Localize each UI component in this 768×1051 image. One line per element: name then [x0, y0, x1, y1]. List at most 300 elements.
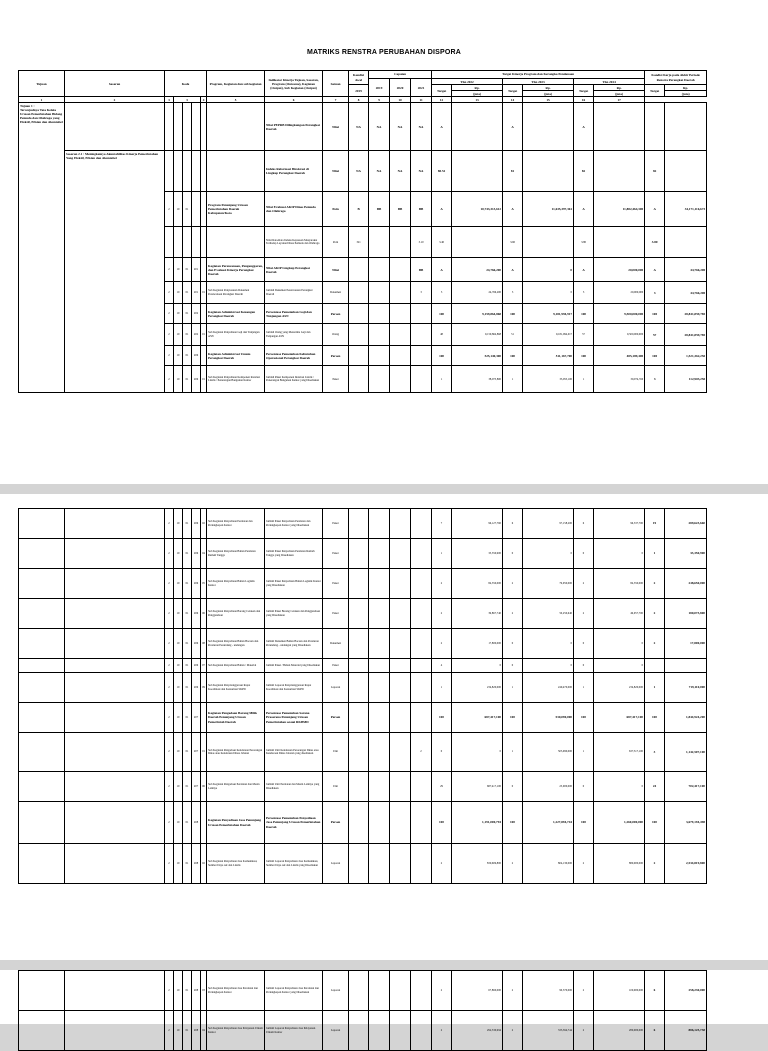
capaian-2020-cell [390, 599, 411, 629]
sasaran-cell [65, 673, 165, 703]
capaian-2019-cell [369, 324, 390, 346]
target-2023-cell: A [503, 103, 523, 151]
kode-cell: 01 [183, 673, 192, 703]
satuan-cell: Poin [323, 227, 349, 258]
target-2024-cell: 1 [574, 673, 594, 703]
kode-cell: 2 [165, 971, 174, 1011]
tujuan-cell [19, 599, 65, 629]
satuan-cell: Poin [323, 192, 349, 227]
rp-2022-cell: 830,609,800 [452, 844, 503, 884]
capaian-2021-cell [411, 599, 432, 629]
kode-cell: 206 [192, 366, 201, 393]
rp-2022-cell: 9,159,864,868 [452, 304, 503, 324]
satuan-cell: Persen [323, 802, 349, 844]
kode-cell: 2 [165, 673, 174, 703]
kode-cell: 06 [201, 599, 207, 629]
rp-2023-cell: 333,394,744 [523, 1011, 574, 1051]
target-akhir-cell [645, 103, 665, 151]
rp-2023-cell: 79,950,000 [523, 569, 574, 599]
kode-cell: 01 [201, 324, 207, 346]
target-2022-cell: 100 [432, 703, 452, 733]
satuan-cell: Unit [323, 733, 349, 772]
target-2023-cell: 100 [503, 802, 523, 844]
satuan-cell: Paket [323, 659, 349, 673]
rp-2022-cell: 17,800,000 [452, 629, 503, 659]
rp-2024-cell [594, 151, 645, 192]
target-2024-cell: A [574, 192, 594, 227]
indikator-cell: Jumlah Laporan Penyelenggaraan Rapat Koordinasi dan Konsultasi SKPD [265, 673, 323, 703]
sasaran-cell [65, 599, 165, 629]
rp-akhir-cell: 702,417,100 [665, 772, 707, 802]
kode-cell: 02 [201, 509, 207, 539]
target-2024-cell: 2 [574, 599, 594, 629]
kondisi-awal-cell: 321 [349, 227, 369, 258]
capaian-2020-cell [390, 346, 411, 366]
sub-kegiatan-cell: Sub Kegiatan Penyelenggaraan Rapat Koordinasi dan Konsultasi SKPD [207, 673, 265, 703]
satuan-cell: Unit [323, 772, 349, 802]
target-2023-cell: 51 [503, 324, 523, 346]
rp-2022-cell: 0 [452, 733, 503, 772]
rp-2023-cell: 249,470,000 [523, 673, 574, 703]
table-row [19, 629, 707, 659]
rp-2024-cell: 100,000,000 [594, 971, 645, 1011]
kode-cell: 01 [183, 539, 192, 569]
target-2023-cell: 2 [503, 844, 523, 884]
kondisi-awal-cell [349, 703, 369, 733]
kode-cell: 19 [174, 629, 183, 659]
rp-2022-cell [452, 227, 503, 258]
sasaran-cell [65, 539, 165, 569]
target-2023-cell: 2 [503, 599, 523, 629]
indikator-cell: Persentase Pemenuhan Kebutuhan Operasional Perangkat Daerah [265, 346, 323, 366]
rp-2023-cell: 97,158,200 [523, 509, 574, 539]
table-row [19, 772, 707, 802]
tujuan-cell [19, 569, 65, 599]
capaian-2019-cell [369, 703, 390, 733]
kondisi-awal-cell [349, 772, 369, 802]
sub-kegiatan-cell [207, 151, 265, 192]
rp-akhir-cell: 2,534,819,800 [665, 844, 707, 884]
table-row [19, 673, 707, 703]
col-satuan: Satuan [323, 71, 349, 97]
kode-cell [174, 103, 183, 151]
rp-2022-cell: 84,350,000 [452, 569, 503, 599]
capaian-2020-cell [390, 324, 411, 346]
col-kode: Kode [165, 71, 207, 97]
kode-cell: 2 [165, 629, 174, 659]
tujuan-cell [19, 1011, 65, 1051]
indikator-cell: Jumlah Paket Barang Cetakan dan Penggandaan yang Disediakan [265, 599, 323, 629]
target-akhir-cell: 100 [645, 802, 665, 844]
kondisi-awal-cell [349, 258, 369, 282]
kode-cell: 04 [201, 1011, 207, 1051]
kode-cell: 206 [192, 673, 201, 703]
rp-2024-cell: 0 [594, 659, 645, 673]
rp-2023-cell: 0 [523, 629, 574, 659]
rp-akhir-cell [665, 103, 707, 151]
kode-cell: 01 [183, 659, 192, 673]
satuan-cell: Paket [323, 366, 349, 393]
column-number: 16 [574, 97, 594, 103]
capaian-2019-cell [369, 772, 390, 802]
target-akhir-cell: 3 [645, 366, 665, 393]
indikator-cell: Persentase Pemenuhan Gaji dan Tunjangan ASN [265, 304, 323, 324]
col-target-kinerja: Target Kinerja Program dan Kerangka Pendanaan [432, 71, 645, 79]
target-2022-cell: 4 [432, 659, 452, 673]
rp-2022-cell: 1,191,000,794 [452, 802, 503, 844]
capaian-2021-cell: 3 [411, 282, 432, 304]
kode-cell: 206 [192, 509, 201, 539]
indikator-cell: Nilai Evaluasi AKIP Dinas Pemuda dan Olahraga [265, 192, 323, 227]
column-number: 2 [65, 97, 165, 103]
tujuan-cell [19, 844, 65, 884]
kondisi-awal-cell [349, 844, 369, 884]
capaian-2021-cell: BB [411, 192, 432, 227]
tujuan-cell [19, 703, 65, 733]
column-number: 17 [594, 97, 645, 103]
rp-2022-cell: 687,417,100 [452, 772, 503, 802]
rp-2024-cell: 637,517,100 [594, 733, 645, 772]
kode-cell: 01 [183, 569, 192, 599]
kondisi-awal-cell [349, 304, 369, 324]
capaian-2021-cell [411, 703, 432, 733]
table-row [19, 1011, 707, 1051]
kode-cell: 2 [165, 282, 174, 304]
table-row [19, 539, 707, 569]
target-2022-cell: 1 [432, 673, 452, 703]
rp-2024-cell [594, 103, 645, 151]
table-row [19, 844, 707, 884]
kode-cell [192, 151, 201, 192]
kode-cell: 2 [165, 703, 174, 733]
target-2022-cell: 3 [432, 282, 452, 304]
kode-cell: 19 [174, 673, 183, 703]
target-2024-cell: A [574, 258, 594, 282]
kode-cell [183, 227, 192, 258]
sub-kegiatan-cell [207, 227, 265, 258]
tujuan-cell [19, 772, 65, 802]
capaian-2019-cell [369, 971, 390, 1011]
target-2024-cell: 3 [574, 282, 594, 304]
kondisi-awal-cell [349, 539, 369, 569]
sasaran-cell [65, 509, 165, 539]
column-number: 3 [165, 97, 174, 103]
target-2024-cell: 0 [574, 539, 594, 569]
capaian-2020-cell [390, 703, 411, 733]
kode-cell: 09 [201, 673, 207, 703]
rp-akhir-cell: 248,650,000 [665, 569, 707, 599]
col-program: Program, Kegiatan dan sub kegiatan [207, 71, 265, 97]
column-number: 12 [432, 97, 452, 103]
column-number: 14 [503, 97, 523, 103]
target-2024-cell: 0 [574, 629, 594, 659]
rp-2022-cell: 38,973,800 [452, 366, 503, 393]
capaian-2019-cell [369, 599, 390, 629]
capaian-2019-cell [369, 673, 390, 703]
capaian-2020-cell: NA [390, 103, 411, 151]
satuan-cell: Paket [323, 509, 349, 539]
kode-cell: 01 [183, 509, 192, 539]
capaian-2020-cell [390, 673, 411, 703]
kode-cell: 19 [174, 733, 183, 772]
rp-2022-cell: 525,140,300 [452, 346, 503, 366]
tujuan-cell [19, 509, 65, 539]
document-title: MATRIKS RENSTRA PERUBAHAN DISPORA [307, 49, 461, 56]
rp-2022-cell: 33,350,900 [452, 539, 503, 569]
column-number: 3 [174, 97, 201, 103]
kode-cell: 01 [183, 282, 192, 304]
kode-cell: 01 [201, 733, 207, 772]
kondisi-awal-cell [349, 509, 369, 539]
rp-akhir-cell: 258,230,000 [665, 971, 707, 1011]
column-number: 1 [19, 97, 65, 103]
target-2023-cell: 100 [503, 346, 523, 366]
kode-cell: 19 [174, 539, 183, 569]
kode-cell: 01 [183, 772, 192, 802]
rp-2023-cell: 505,090,000 [523, 733, 574, 772]
kondisi-awal-cell [349, 346, 369, 366]
kode-cell: 08 [201, 629, 207, 659]
kondisi-awal-cell [349, 673, 369, 703]
indikator-cell: Jumlah Unit Kendaraan Perorangan Dinas atau Kendaraan Dinas Jabatan yang disediakan [265, 733, 323, 772]
col-capaian: Capaian [369, 71, 432, 79]
kondisi-awal-cell [349, 282, 369, 304]
target-akhir-cell [645, 659, 665, 673]
target-akhir-cell: 3 [645, 733, 665, 772]
program-cell: Kegiatan Pengadaan Barang Milik Daerah Penunjang Urusan Pemerintah Daerah [207, 703, 265, 733]
column-number: 8 [349, 97, 369, 103]
capaian-2020-cell [390, 227, 411, 258]
rp-2023-cell: 0 [523, 258, 574, 282]
capaian-2019-cell [369, 304, 390, 324]
target-akhir-cell: A [645, 258, 665, 282]
capaian-2020-cell [390, 366, 411, 393]
sasaran-cell [65, 802, 165, 844]
kode-cell [165, 151, 174, 192]
target-2022-cell: 80.51 [432, 151, 452, 192]
kode-cell: 2 [165, 346, 174, 366]
capaian-2020-cell [390, 304, 411, 324]
sub-kegiatan-cell: Sub Kegiatan Pengadaan Peralatan dan Mesin Lainnya [207, 772, 265, 802]
rp-2024-cell: 880,000,000 [594, 844, 645, 884]
kode-cell: 19 [174, 599, 183, 629]
indikator-cell: Jumlah Paket Penyediaan Peralatan Rumah Tangga yang Disediakan [265, 539, 323, 569]
satuan-cell: Paket [323, 599, 349, 629]
rp-2023-cell: 511,167,700 [523, 346, 574, 366]
target-2022-cell: A [432, 258, 452, 282]
target-akhir-cell: 2 [645, 599, 665, 629]
capaian-2020-cell: NA [390, 151, 411, 192]
kode-cell: 01 [183, 192, 192, 227]
kode-cell: 207 [192, 772, 201, 802]
sub-kegiatan-cell: Sub Kegiatan Penyediaan Jasa Peralatan dan Perlengkapan Kantor [207, 971, 265, 1011]
table-row [19, 971, 707, 1011]
table-row [19, 659, 707, 673]
indikator-cell: Nilai PEPRB Dilingkungan Perangkat Daerah [265, 103, 323, 151]
capaian-2019-cell: NA [369, 151, 390, 192]
kode-cell: 207 [192, 703, 201, 733]
table-row [19, 151, 707, 192]
capaian-2020-cell [390, 844, 411, 884]
kondisi-awal-cell [349, 629, 369, 659]
target-2022-cell: 2 [432, 844, 452, 884]
rp-2024-cell: 9,500,000,000 [594, 304, 645, 324]
target-2022-cell: 2 [432, 971, 452, 1011]
tujuan-cell [19, 659, 65, 673]
capaian-2021-cell [411, 772, 432, 802]
rp-akhir-cell: 33,350,900 [665, 539, 707, 569]
target-akhir-cell: A [645, 192, 665, 227]
renstra-matrix-table: Tujuan Sasaran Kode Program, Kegiatan dan sub kegiatan Indikator Kinerja Tujuan, Sasaran, Program (Outcome), Kegiatan (Output), Sub Kegiatan (Output) Satuan Kondisi Awal Capaian Target Kinerja Program dan Kerangka Pendanaan Kondisi Kerja pada Akhir Periode Renstra Perangkat Daerah 2019 2020 2021 Thn 2022 Thn 2023 Thn 2024 2019 Target Rp. Target Rp. Target Rp. Target Rp. (juta) (juta) (juta) (juta) 1 2 3 3 4 5 6 7 8 9 10 11 12 13 14 15 16 17 Tujuan 1 : Terwujudnya Tata Kelola Urusan Pemerintahan Bidang Pemuda dan Olahraga yang Efektif, Efisien dan Akuntabel Nilai PEPRB Dilingkungan Perangkat Daerah Nilai NA NA NA NA A A A Sasaran 2.1 : Meningkatnya Akuntabilitas Kinerja Pemerintahan Yang Efektif, Efisien dan Akuntabel Indeks Reformasi Birokrasi di Lingkup Perangkat Daerah Nilai NA NA NA NA 80.51 81 82 82 2 19 01 Program Penunjang Urusan Pemerintahan Daerah Kabupaten/Kota Nilai Evaluasi AKIP Dinas Pemuda dan Olahraga Poin B BB BB BB A 10,743,313,612 A 11,635,397,361 A 11,882,464,300 A 34,171,116,673 Nilai Rata-Rata Indeks Kepuasan Masyarakat Terhadap Layanan Dinas Pemuda dan Olahraga Poin 321 3.10 3.40 3.60 3.80 3.80 2 19 01 201 Kegiatan Perencanaan, Penganggaran, dan Evaluasi Kinerja Perangkat Daerah Nilai AKIP Lingkup Perangkat Daerah Nilai BB A 24,766,200 A 0 A 20,000,000 A 44,766,200 2 19 01 201 01 Sub Kegiatan Penyusunan Dokumen Perencanaan Perangkat Daerah Jumlah Dokumen Perencanaan Perangkat Daerah Dokumen 3 3 24,766,200 3 0 3 20,000,000 3 44,766,200 2 19 01 202 Kegiatan Administrasi Keuangan Perangkat Daerah Persentase Pemenuhan Gaji dan Tunjangan ASN Persen 100 9,159,864,868 100 9,181,994,917 100 9,500,000,000 100 28,841,859,785 2 19 01 202 01 Sub Kegiatan Penyediaan Gaji dan Tunjangan ASN Jumlah Orang yang Menerima Gaji dan Tunjangan ASN Orang 48 9,159,864,868 51 9,181,994,917 57 9,500,000,000 57 28,841,859,785 2 19 01 206 Kegiatan Administrasi Umum Perangkat Daerah Persentase Pemenuhan Kebutuhan Operasional Perangkat Daerah Persen 100 525,140,300 100 511,167,700 100 485,189,400 100 1,521,362,250 2 19 01 206 01 Sub Kegiatan Penyediaan Komponen Instalasi Listrik / Penerangan Bangunan Kantor Jumlah Paket Komponen Instalasi Listrik / Penerangan Bangunan Kantor yang Disediakan Paket 1 38,973,800 1 33,955,100 1 39,974,350 3 112,903,250 [18, 70, 707, 393]
target-2022-cell: A [432, 103, 452, 151]
target-2024-cell: A [574, 103, 594, 151]
sub-kegiatan-cell: Sub Kegiatan Penyediaan Jasa Komunikasi, Sumber Daya Air dan Listrik [207, 844, 265, 884]
kode-cell: 206 [192, 599, 201, 629]
rp-2024-cell: 39,974,350 [594, 366, 645, 393]
capaian-2021-cell: 3.10 [411, 227, 432, 258]
rp-akhir-cell: 28,841,859,785 [665, 304, 707, 324]
kode-cell: 19 [174, 282, 183, 304]
kode-cell: 19 [174, 304, 183, 324]
program-cell: Program Penunjang Urusan Pemerintahan Daerah Kabupaten/Kota [207, 192, 265, 227]
rp-2023-cell: 530,090,000 [523, 703, 574, 733]
rp-akhir-cell: 17,800,000 [665, 629, 707, 659]
target-akhir-cell: 1 [645, 673, 665, 703]
kode-cell: 2 [165, 509, 174, 539]
sub-kegiatan-cell: Sub Kegiatan Penyediaan Bahan / Material [207, 659, 265, 673]
sub-kegiatan-cell: Sub Kegiatan Penyusunan Dokumen Perencanaan Perangkat Daerah [207, 282, 265, 304]
program-cell: Kegiatan Administrasi Umum Perangkat Daerah [207, 346, 265, 366]
indikator-cell: Jumlah Laporan Penyediaan Jasa Peralatan dan Perlengkapan Kantor yang Disediakan [265, 971, 323, 1011]
rp-2024-cell: 9,500,000,000 [594, 324, 645, 346]
tujuan-text: Terwujudnya Tata Kelola Urusan Pemerintahan Bidang Pemuda dan Olahraga yang Efektif, Efisien dan Akuntabel [20, 108, 63, 125]
target-akhir-cell: 2 [645, 569, 665, 599]
target-2024-cell: 1 [574, 733, 594, 772]
program-cell: Kegiatan Administrasi Keuangan Perangkat Daerah [207, 304, 265, 324]
rp-akhir-cell: 44,766,200 [665, 258, 707, 282]
rp-2023-cell: 0 [523, 539, 574, 569]
target-2023-cell: 1 [503, 733, 523, 772]
kode-cell: 01 [183, 599, 192, 629]
capaian-2019-cell [369, 1011, 390, 1051]
table-row [19, 599, 707, 629]
page-3 [0, 970, 768, 1034]
capaian-2020-cell [390, 509, 411, 539]
capaian-2019-cell [369, 629, 390, 659]
table-row [19, 802, 707, 844]
target-akhir-cell: 100 [645, 703, 665, 733]
kode-cell: 2 [165, 733, 174, 772]
capaian-2021-cell [411, 629, 432, 659]
target-2022-cell: 2 [432, 629, 452, 659]
kode-cell: 2 [165, 192, 174, 227]
rp-akhir-cell: 112,903,250 [665, 366, 707, 393]
kode-cell: 19 [174, 509, 183, 539]
rp-2023-cell: 804,130,000 [523, 844, 574, 884]
kode-cell [192, 227, 201, 258]
kode-cell: 19 [174, 659, 183, 673]
sub-kegiatan-cell: Sub Kegiatan Penyediaan Jasa Pelayanan Umum Kantor [207, 1011, 265, 1051]
kode-cell: 206 [192, 659, 201, 673]
indikator-cell: Jumlah Dokumen Perencanaan Perangkat Daerah [265, 282, 323, 304]
capaian-2020-cell [390, 802, 411, 844]
target-2024-cell: 57 [574, 324, 594, 346]
sasaran-cell [65, 772, 165, 802]
target-akhir-cell: 3 [645, 282, 665, 304]
satuan-cell: Laporan [323, 673, 349, 703]
rp-2024-cell: 20,000,000 [594, 258, 645, 282]
capaian-2020-cell [390, 258, 411, 282]
capaian-2019-cell [369, 258, 390, 282]
table-row [19, 569, 707, 599]
kode-cell: 208 [192, 1011, 201, 1051]
kode-cell: 202 [192, 324, 201, 346]
sasaran-cell [65, 103, 165, 151]
rp-2024-cell: 1,260,000,000 [594, 802, 645, 844]
capaian-2020-cell [390, 733, 411, 772]
target-2022-cell: 100 [432, 304, 452, 324]
kode-cell: 2 [165, 802, 174, 844]
target-2024-cell: 0 [574, 772, 594, 802]
capaian-2021-cell [411, 802, 432, 844]
satuan-cell: Orang [323, 324, 349, 346]
kondisi-awal-cell [349, 599, 369, 629]
target-2024-cell: 100 [574, 703, 594, 733]
kode-cell: 01 [183, 304, 192, 324]
sub-kegiatan-cell: Sub Kegiatan Penyediaan Bahan Peralatan Rumah Tangga [207, 539, 265, 569]
sub-kegiatan-cell: Sub Kegiatan Penyediaan Komponen Instalasi Listrik / Penerangan Bangunan Kantor [207, 366, 265, 393]
kode-cell [174, 151, 183, 192]
target-akhir-cell: 100 [645, 346, 665, 366]
kode-cell [192, 103, 201, 151]
kondisi-awal-cell [349, 366, 369, 393]
kode-cell: 19 [174, 844, 183, 884]
capaian-2020-cell [390, 629, 411, 659]
col-sasaran: Sasaran [65, 71, 165, 97]
target-2023-cell: 1 [503, 366, 523, 393]
kode-cell: 2 [165, 366, 174, 393]
rp-akhir-cell: 1,521,362,250 [665, 346, 707, 366]
sub-kegiatan-cell: Sub Kegiatan Penyediaan Barang Cetakan dan Penggandaan [207, 599, 265, 629]
indikator-cell: Jumlah Laporan Penyediaan Jasa Pelayanan Umum Kantor [265, 1011, 323, 1051]
rp-akhir-cell: 719,110,000 [665, 673, 707, 703]
kode-cell: 201 [192, 258, 201, 282]
target-2024-cell: 2 [574, 844, 594, 884]
page-2 [0, 494, 768, 960]
capaian-2021-cell: 2 [411, 733, 432, 772]
sasaran-cell [65, 659, 165, 673]
target-2022-cell: 2 [432, 599, 452, 629]
header-row-1 [19, 71, 707, 79]
capaian-2019-cell [369, 802, 390, 844]
kode-cell: 19 [174, 324, 183, 346]
target-akhir-cell: 1 [645, 539, 665, 569]
kondisi-awal-cell [349, 802, 369, 844]
rp-akhir-cell [665, 659, 707, 673]
sasaran-cell [65, 703, 165, 733]
rp-2023-cell: 1,227,894,744 [523, 802, 574, 844]
target-2023-cell: 100 [503, 703, 523, 733]
rp-akhir-cell: 289,623,660 [665, 509, 707, 539]
col-kondisi-akhir: Kondisi Kerja pada Akhir Periode Renstra Perangkat Daerah [645, 71, 707, 85]
column-number: 10 [390, 97, 411, 103]
capaian-2021-cell [411, 304, 432, 324]
rp-akhir-cell [665, 151, 707, 192]
kode-cell: 2 [165, 659, 174, 673]
kode-cell: 208 [192, 844, 201, 884]
target-2023-cell: 0 [503, 629, 523, 659]
rp-2024-cell: 234,820,000 [594, 673, 645, 703]
